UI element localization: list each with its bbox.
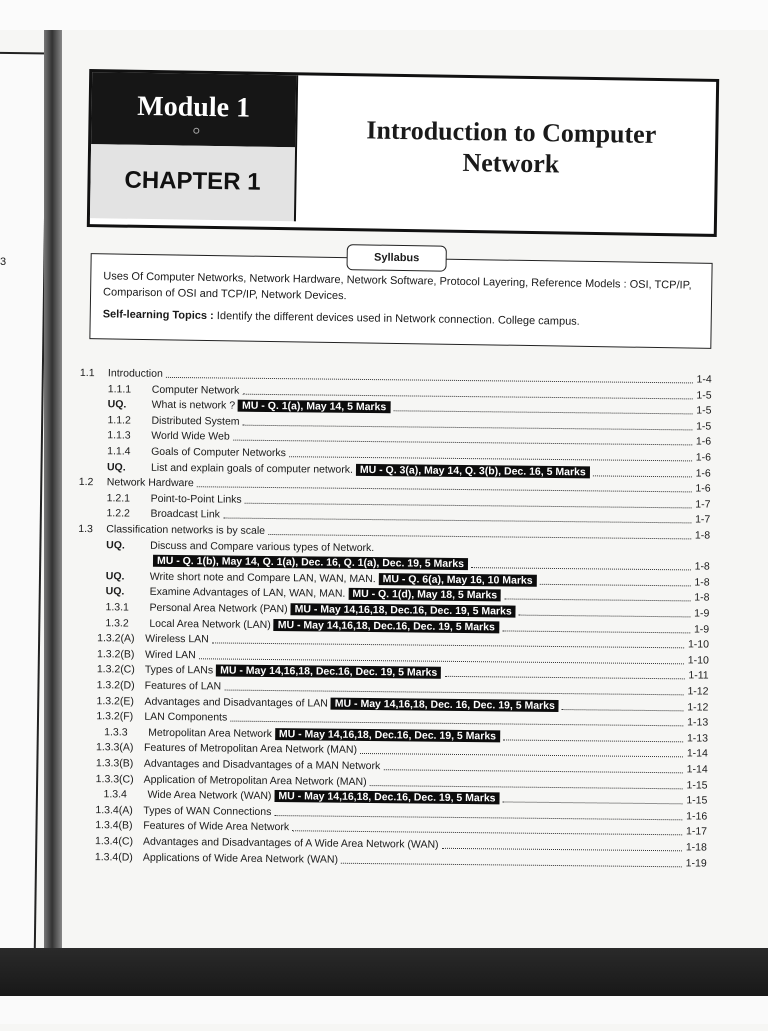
toc-page-number: 1-5 (696, 388, 711, 402)
toc-page-number: 1-15 (686, 794, 707, 808)
toc-leader-dots (199, 658, 684, 664)
toc-title (143, 803, 271, 818)
toc-title (147, 788, 499, 806)
exam-reference-badge: MU - Q. 1(d), May 18, 5 Marks (348, 588, 501, 602)
toc-number: 1.3.3(A) (96, 741, 134, 755)
toc-number: 1.3.4(B) (95, 819, 133, 833)
toc-page-number: 1-4 (697, 372, 712, 386)
toc-leader-dots (562, 709, 683, 711)
toc-title-text: Discuss and Compare various types of Network. (150, 539, 374, 553)
toc-leader-dots (292, 831, 682, 836)
toc-title-text: Types of WAN Connections (143, 804, 271, 817)
toc-page-number: 1-16 (686, 809, 707, 823)
toc-title-text: Point-to-Point Links (151, 493, 242, 506)
toc-page-number: 1-14 (687, 762, 708, 776)
toc-number: 1.3.2(B) (97, 647, 135, 661)
toc-title-text: Wired LAN (145, 648, 196, 661)
toc-number: 1.2.1 (107, 491, 131, 505)
toc-title-text: Classification networks is by scale (106, 523, 265, 537)
toc-title (150, 585, 502, 603)
toc-page-number: 1-6 (696, 450, 711, 464)
toc-number: 1.2.2 (106, 507, 130, 521)
toc-number: 1.3.3(C) (96, 772, 134, 786)
toc-leader-dots (268, 534, 691, 539)
toc-number: UQ. (108, 397, 127, 411)
toc-page-number: 1-10 (688, 653, 709, 667)
toc-leader-dots (383, 769, 682, 773)
toc-page-number: 1-5 (696, 404, 711, 418)
toc-title (150, 554, 468, 571)
toc-title (152, 398, 391, 414)
toc-leader-dots (224, 690, 683, 696)
toc-number: 1.3 (78, 522, 93, 536)
page-bottom-shadow (0, 948, 768, 1024)
toc-page-number: 1-11 (688, 669, 708, 683)
chapter-heading-line-1: Introduction to Computer (321, 114, 701, 151)
module-title: Module 1 (91, 90, 295, 125)
toc-leader-dots (341, 862, 682, 867)
toc-title (148, 726, 500, 744)
toc-page-number: 1-18 (686, 840, 707, 854)
toc-title-text: Types of LANs (145, 664, 213, 677)
toc-page-number: 1-6 (696, 466, 711, 480)
toc-leader-dots (360, 753, 683, 757)
toc-leader-dots (504, 599, 690, 602)
left-page-mark: 3 (0, 256, 6, 268)
toc-title-text: Network Hardware (107, 476, 194, 489)
toc-number: 1.2 (79, 475, 94, 489)
toc-number: 1.3.2(E) (96, 694, 134, 708)
toc-title (151, 492, 242, 507)
exam-reference-badge: MU - Q. 6(a), May 16, 10 Marks (379, 573, 537, 587)
toc-page-number: 1-19 (686, 856, 707, 870)
toc-title-text: Applications of Wide Area Network (WAN) (143, 851, 338, 865)
toc-title-text: Write short note and Compare LAN, WAN, MAN. (150, 571, 376, 585)
toc-number: 1.3.2(D) (97, 678, 135, 692)
toc-leader-dots (212, 643, 684, 649)
toc-title-text: Examine Advantages of LAN, WAN, MAN. (150, 586, 346, 600)
toc-leader-dots (223, 518, 691, 524)
toc-title-text: Local Area Network (LAN) (149, 617, 271, 630)
toc-number: 1.3.2(F) (96, 709, 133, 723)
toc-leader-dots (242, 393, 692, 399)
toc-page-number: 1-17 (686, 825, 707, 839)
toc-leader-dots (540, 584, 691, 587)
toc-title (145, 679, 222, 694)
toc-number: 1.3.3(B) (96, 756, 134, 770)
toc-leader-dots (289, 456, 692, 461)
toc-number: UQ. (107, 460, 126, 474)
toc-title (145, 632, 209, 647)
toc-title-text: Personal Area Network (PAN) (149, 602, 287, 615)
toc-number: 1.1.1 (108, 382, 132, 396)
toc-page-number: 1-8 (695, 560, 710, 574)
exam-reference-badge: MU - Q. 3(a), May 14, Q. 3(b), Dec. 16, 5 Marks (356, 463, 590, 477)
toc-title-text: Advantages and Disadvantages of LAN (144, 695, 327, 709)
toc-title (144, 741, 357, 757)
toc-leader-dots (230, 721, 683, 727)
toc-title (150, 538, 374, 554)
toc-number: 1.1.4 (107, 444, 131, 458)
toc-leader-dots (274, 815, 682, 820)
toc-leader-dots (442, 848, 682, 852)
toc-leader-dots (503, 739, 683, 742)
toc-number: 1.3.2 (105, 616, 129, 630)
toc-title-text: Features of LAN (145, 680, 222, 693)
exam-reference-badge: MU - Q. 1(b), May 14, Q. 1(a), Dec. 16, Q. 1(a), Dec. 19, 5 Marks (153, 555, 468, 570)
exam-reference-badge: MU - May 14,16,18, Dec.16, Dec. 19, 5 Marks (274, 790, 499, 804)
toc-title (143, 835, 439, 852)
toc-title (151, 429, 230, 444)
toc-title (143, 819, 289, 835)
toc-title-text: World Wide Web (151, 430, 230, 443)
toc-number: 1.1 (80, 366, 95, 380)
toc-page-number: 1-9 (694, 606, 709, 620)
toc-title-text: Metropolitan Area Network (148, 727, 272, 740)
toc-title (144, 757, 381, 773)
toc-page-number: 1-12 (687, 700, 708, 714)
toc-title (145, 663, 442, 680)
toc-title (144, 772, 367, 788)
toc-title-text: LAN Components (144, 711, 227, 724)
toc-page-number: 1-6 (696, 435, 711, 449)
toc-title-text: Advantages and Disadvantages of a MAN Network (144, 758, 381, 772)
toc-leader-dots (471, 567, 691, 570)
toc-number: 1.1.3 (107, 429, 131, 443)
toc-page-number: 1-14 (687, 747, 708, 761)
toc-title-text: Wide Area Network (WAN) (147, 789, 271, 802)
toc-number: 1.1.2 (107, 413, 131, 427)
toc-number: 1.3.1 (105, 600, 129, 614)
toc-title-text: Goals of Computer Networks (151, 446, 286, 459)
self-learning-label: Self-learning Topics : (103, 308, 214, 322)
syllabus-text: Uses Of Computer Networks, Network Hardware, Network Software, Protocol Layering, Reference Models : OSI, TCP/IP, Comparison of OSI and TCP/IP, Network Devices. (103, 268, 699, 309)
toc-title-text: Introduction (108, 367, 163, 380)
toc-title-text: List and explain goals of computer network. (151, 461, 353, 475)
toc-leader-dots (502, 630, 690, 633)
exam-reference-badge: MU - Q. 1(a), May 14, 5 Marks (238, 400, 390, 414)
toc-page-number: 1-8 (694, 591, 709, 605)
toc-title (151, 445, 286, 460)
toc-leader-dots (393, 410, 692, 414)
toc-leader-dots (245, 503, 691, 509)
toc-leader-dots (503, 802, 683, 805)
toc-page-number: 1-13 (687, 716, 708, 730)
toc-page-number: 1-12 (687, 684, 708, 698)
toc-leader-dots (243, 425, 692, 431)
self-learning-text: Identify the different devices used in Network connection. College campus. (217, 310, 580, 328)
toc-leader-dots (519, 615, 690, 618)
toc-leader-dots (593, 475, 692, 477)
toc-title (107, 475, 194, 490)
toc-title-text: Application of Metropolitan Area Network (MAN) (144, 773, 367, 787)
toc-page-number: 1-9 (694, 622, 709, 636)
toc-number: 1.3.4(C) (95, 834, 133, 848)
chapter-heading-line-2: Network (321, 145, 701, 182)
toc-title-text: Features of Metropolitan Area Network (MAN) (144, 742, 357, 756)
exam-reference-badge: MU - May 14,16,18, Dec. 16, Dec. 19, 5 Marks (331, 697, 559, 711)
toc-page-number: 1-7 (695, 497, 710, 511)
toc-title (152, 382, 240, 397)
toc-title-text: Distributed System (151, 415, 239, 428)
toc-leader-dots (444, 676, 684, 680)
toc-title-text: Wireless LAN (145, 633, 209, 646)
toc-number: 1.3.3 (104, 725, 128, 739)
toc-number: 1.3.4(A) (95, 803, 133, 817)
toc-page-number: 1-7 (695, 513, 710, 527)
toc-page-number: 1-8 (695, 528, 710, 542)
toc-page-number: 1-6 (695, 482, 710, 496)
toc-title (151, 414, 239, 429)
toc-number: 1.3.4(D) (95, 850, 133, 864)
toc-number: UQ. (106, 538, 125, 552)
toc-title-text: Computer Network (152, 383, 240, 396)
toc-title (149, 601, 515, 619)
toc-number: 1.3.4 (103, 787, 127, 801)
toc-title (144, 710, 227, 725)
toc-page-number: 1-10 (688, 638, 709, 652)
toc-number: 1.3.2(A) (97, 631, 135, 645)
toc-title (150, 507, 220, 522)
exam-reference-badge: MU - May 14,16,18, Dec.16, Dec. 19, 5 Marks (291, 603, 516, 617)
toc-title (145, 647, 196, 662)
toc-number: UQ. (106, 585, 125, 599)
toc-page-number: 1-5 (696, 419, 711, 433)
toc-leader-dots (197, 486, 692, 492)
exam-reference-badge: MU - May 14,16,18, Dec.16, Dec. 19, 5 Marks (275, 728, 500, 742)
toc-page-number: 1-13 (687, 731, 708, 745)
toc-number: UQ. (106, 569, 125, 583)
toc-title-text: Advantages and Disadvantages of A Wide Area Network (WAN) (143, 836, 439, 851)
toc-leader-dots (233, 440, 692, 446)
toc-title-text: What is network ? (152, 399, 236, 412)
toc-title-text: Broadcast Link (150, 508, 220, 521)
exam-reference-badge: MU - May 14,16,18, Dec.16, Dec. 19, 5 Marks (274, 619, 499, 633)
toc-leader-dots (370, 785, 683, 789)
toc-page-number: 1-15 (686, 778, 707, 792)
exam-reference-badge: MU - May 14,16,18, Dec.16, Dec. 19, 5 Marks (216, 665, 441, 679)
toc-title (149, 616, 499, 634)
chapter-label: CHAPTER 1 (90, 166, 294, 197)
toc-title (106, 522, 265, 538)
toc-title-text: Features of Wide Area Network (143, 820, 289, 834)
toc-title (108, 366, 163, 381)
toc-page-number: 1-8 (694, 575, 709, 589)
toc-title (143, 850, 338, 866)
syllabus-tab: Syllabus (346, 244, 446, 272)
toc-number: 1.3.2(C) (97, 663, 135, 677)
